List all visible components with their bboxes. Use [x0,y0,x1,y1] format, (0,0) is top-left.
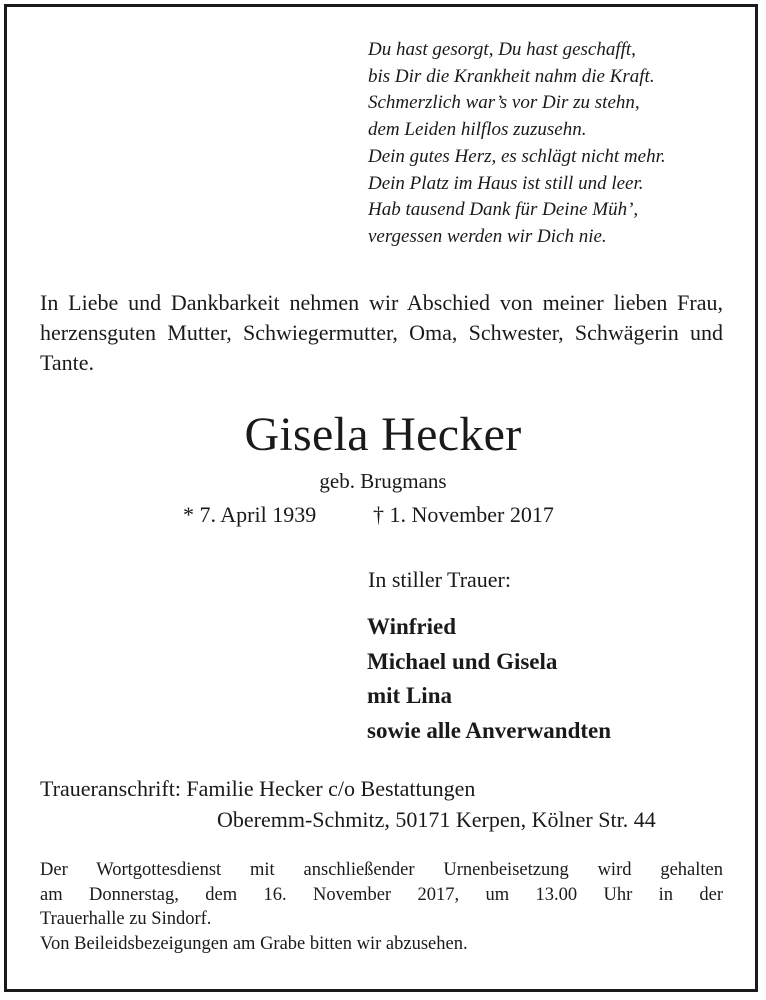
poem-line: Hab tausend Dank für Deine Müh’, [368,199,639,221]
poem-line: Schmerzlich war’s vor Dir zu stehn, [368,92,640,114]
mourner-name: sowie alle Anverwandten [367,717,612,743]
poem-line: dem Leiden hilflos zuzusehn. [368,119,587,141]
mourning-address-line-2: Oberemm-Schmitz, 50171 Kerpen, Kölner Str. 44 [217,807,656,832]
maiden-name: geb. Brugmans [319,469,447,493]
birth-date: * 7. April 1939 [183,502,317,527]
memorial-poem [368,37,666,251]
service-line: am Donnerstag, dem 16. November 2017, um 13.00 Uhr in der [40,884,723,905]
mourners-list [367,610,611,748]
mourner-name: Winfried [367,614,457,639]
mourning-label: In stiller Trauer: [368,567,511,592]
service-line: Der Wortgottesdienst mit anschließender Urnenbeisetzung wird gehalten [40,860,723,880]
farewell-intro: In Liebe und Dankbarkeit nehmen wir Abschied von meiner lieben Frau, herzensguten Mutter, Schwiegermutter, Oma, Schwester, Schwägerin und Tante. [40,290,723,375]
deceased-name: Gisela Hecker [244,408,522,461]
service-line: Trauerhalle zu Sindorf. [40,909,212,929]
service-info [40,858,723,956]
mourner-name: Michael und Gisela [367,648,558,674]
death-date: † 1. November 2017 [373,502,554,527]
condolence-note: Von Beileidsbezeigungen am Grabe bitten wir abzusehen. [40,933,468,954]
poem-line: Du hast gesorgt, Du hast geschafft, [368,39,636,60]
poem-line: bis Dir die Krankheit nahm die Kraft. [368,65,655,87]
poem-line: Dein Platz im Haus ist still und leer. [368,172,644,194]
mourner-name: mit Lina [367,683,452,708]
poem-line: vergessen werden wir Dich nie. [368,225,607,247]
poem-line: Dein gutes Herz, es schlägt nicht mehr. [368,145,666,167]
mourning-address-line-1: Traueranschrift: Familie Hecker c/o Bestattungen [40,776,476,801]
